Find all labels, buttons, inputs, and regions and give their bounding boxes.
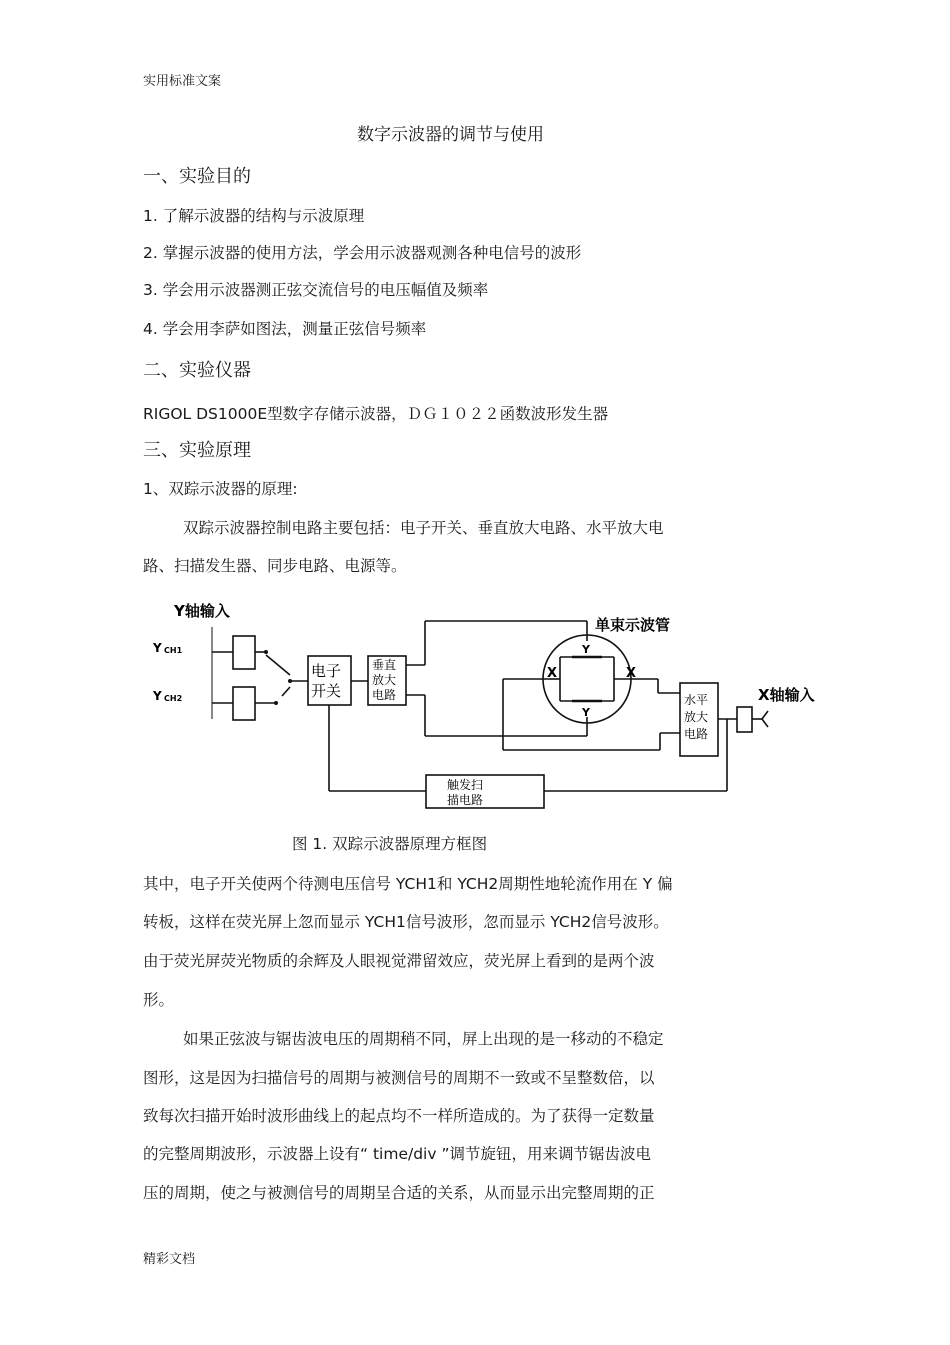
trigger-sweep-label: 触发扫 [447,778,484,792]
paragraph-line: 其中，电子开关使两个待测电压信号 YCH1和 YCH2周期性地轮流作用在 Y 偏 [143,875,673,893]
vertical-amp-label: 垂直 [372,658,397,672]
ych1-subscript: CH1 [164,646,183,655]
paragraph-line: 如果正弦波与锯齿波电压的周期稍不同，屏上出现的是一移动的不稳定 [183,1030,664,1048]
ych1-label: Y [153,641,162,655]
vertical-amp-label: 电路 [372,688,397,702]
section-heading-principle: 三、实验原理 [143,440,251,461]
electronic-switch-label: 开关 [311,682,342,700]
y-plate-label: Y [582,643,590,656]
y-axis-input-label: Y轴输入 [174,602,230,620]
paragraph-line: 压的周期，使之与被测信号的周期呈合适的关系，从而显示出完整周期的正 [143,1184,655,1202]
crt-label: 单束示波管 [595,616,671,634]
horizontal-amp-label: 水平 [684,693,709,707]
section-heading-instruments: 二、实验仪器 [143,360,251,381]
electronic-switch-label: 电子 [311,662,342,680]
paragraph-line: 由于荧光屏荧光物质的余辉及人眼视觉滞留效应，荧光屏上看到的是两个波 [143,952,655,970]
ych2-subscript: CH2 [164,694,183,703]
vertical-amp-label: 放大 [372,673,397,687]
purpose-item: 1. 了解示波器的结构与示波原理 [143,207,365,225]
page-header: 实用标准文案 [143,74,222,89]
x-plate-label: X [547,666,558,681]
paragraph-line: 双踪示波器控制电路主要包括：电子开关、垂直放大电路、水平放大电 [183,519,664,537]
subsection-heading: 1、双踪示波器的原理: [143,480,298,498]
oscilloscope-block-diagram [140,595,840,825]
horizontal-amp-label: 电路 [684,727,709,741]
purpose-item: 2. 掌握示波器的使用方法，学会用示波器观测各种电信号的波形 [143,244,582,262]
trigger-sweep-label: 描电路 [447,793,484,807]
paragraph-line: 致每次扫描开始时波形曲线上的起点均不一样所造成的。为了获得一定数量 [143,1107,655,1125]
paragraph-line: 转板，这样在荧光屏上忽而显示 YCH1信号波形，忽而显示 YCH2信号波形。 [143,913,669,931]
x-plate-label: X [626,666,637,681]
horizontal-amp-label: 放大 [684,710,709,724]
ych2-label: Y [153,689,162,703]
instrument-list: RIGOL DS1000E型数字存储示波器，ＤＧ１０２２函数波形发生器 [143,405,609,423]
paragraph-line: 的完整周期波形，示波器上设有“ time/div ”调节旋钮，用来调节锯齿波电 [143,1145,651,1163]
purpose-item: 4. 学会用李萨如图法，测量正弦信号频率 [143,320,427,338]
paragraph-line: 形。 [143,991,175,1009]
page-footer: 精彩文档 [143,1252,196,1267]
paragraph-line: 图形，这是因为扫描信号的周期与被测信号的周期不一致或不呈整数倍，以 [143,1069,655,1087]
y-plate-label: Y [582,706,590,719]
paragraph-line: 路、扫描发生器、同步电路、电源等。 [143,557,407,575]
figure-caption: 图 1. 双踪示波器原理方框图 [292,835,488,853]
purpose-item: 3. 学会用示波器测正弦交流信号的电压幅值及频率 [143,281,489,299]
document-title: 数字示波器的调节与使用 [357,125,544,145]
x-axis-input-label: X轴输入 [758,686,815,704]
section-heading-purpose: 一、实验目的 [143,166,251,187]
